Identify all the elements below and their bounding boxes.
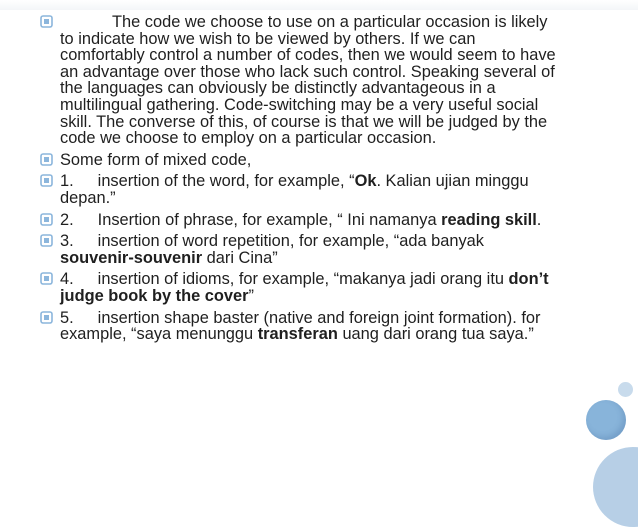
checkbox-bullet-icon	[40, 311, 53, 324]
item-number: 2.	[60, 210, 74, 229]
slide-bullet-list	[40, 14, 560, 348]
decorative-circle-medium	[586, 400, 626, 440]
checkbox-bullet-icon	[40, 272, 53, 285]
bullet-item	[40, 233, 560, 266]
decorative-circle-small	[618, 382, 633, 397]
text-segment: Insertion of phrase, for example, “ Ini namanya	[97, 210, 442, 229]
checkbox-bullet-icon	[40, 153, 53, 166]
bold-text-segment: reading skill	[441, 210, 537, 229]
text-segment: Some form of mixed code,	[60, 150, 252, 169]
text-segment: The code we choose to use on a particular occasion is likely to indicate how we wish to be viewed by others. If we can comfortably control a number of codes, then we would seem to have an advantage over those who lack such control. Speaking several of the languages can obviously be distinctly advantageous in a multilingual gathering. Code-switching may be a very useful social skill. The converse of this, of course is that we will be judged by the code we choose to employ on a particular occasion.	[60, 13, 556, 148]
text-segment: insertion of word repetition, for example, “ada banyak	[97, 232, 484, 251]
bullet-item	[40, 271, 560, 304]
checkbox-bullet-icon	[40, 174, 53, 187]
item-number: 1.	[60, 172, 74, 191]
bold-text-segment: don’t judge book by the cover	[60, 270, 549, 305]
checkbox-bullet-icon	[40, 234, 53, 247]
item-number: 3.	[60, 232, 74, 251]
bullet-item	[40, 152, 560, 169]
text-segment: insertion shape baster (native and foreign joint formation). for example, “saya menunggu	[60, 308, 541, 344]
text-segment: dari Cina”	[202, 248, 278, 267]
bullet-item	[40, 212, 560, 229]
bold-text-segment: transferan	[257, 325, 338, 344]
item-number: 5.	[60, 308, 74, 327]
text-segment: .	[536, 210, 542, 229]
bullet-item	[40, 14, 560, 147]
top-gradient-band	[0, 0, 638, 10]
decorative-circle-large	[593, 447, 638, 527]
bold-text-segment: Ok	[354, 172, 377, 191]
text-segment: uang dari orang tua saya.”	[337, 325, 534, 344]
bold-text-segment: souvenir-souvenir	[60, 248, 203, 267]
checkbox-bullet-icon	[40, 15, 53, 28]
text-segment: . Kalian ujian minggu depan.”	[60, 172, 529, 207]
text-segment: insertion of the word, for example, “	[97, 172, 355, 191]
bullet-item	[40, 173, 560, 206]
checkbox-bullet-icon	[40, 213, 53, 226]
bullet-item	[40, 310, 560, 343]
text-segment: insertion of idioms, for example, “makanya jadi orang itu	[97, 270, 509, 289]
text-segment: ”	[248, 286, 254, 305]
item-number: 4.	[60, 270, 74, 289]
